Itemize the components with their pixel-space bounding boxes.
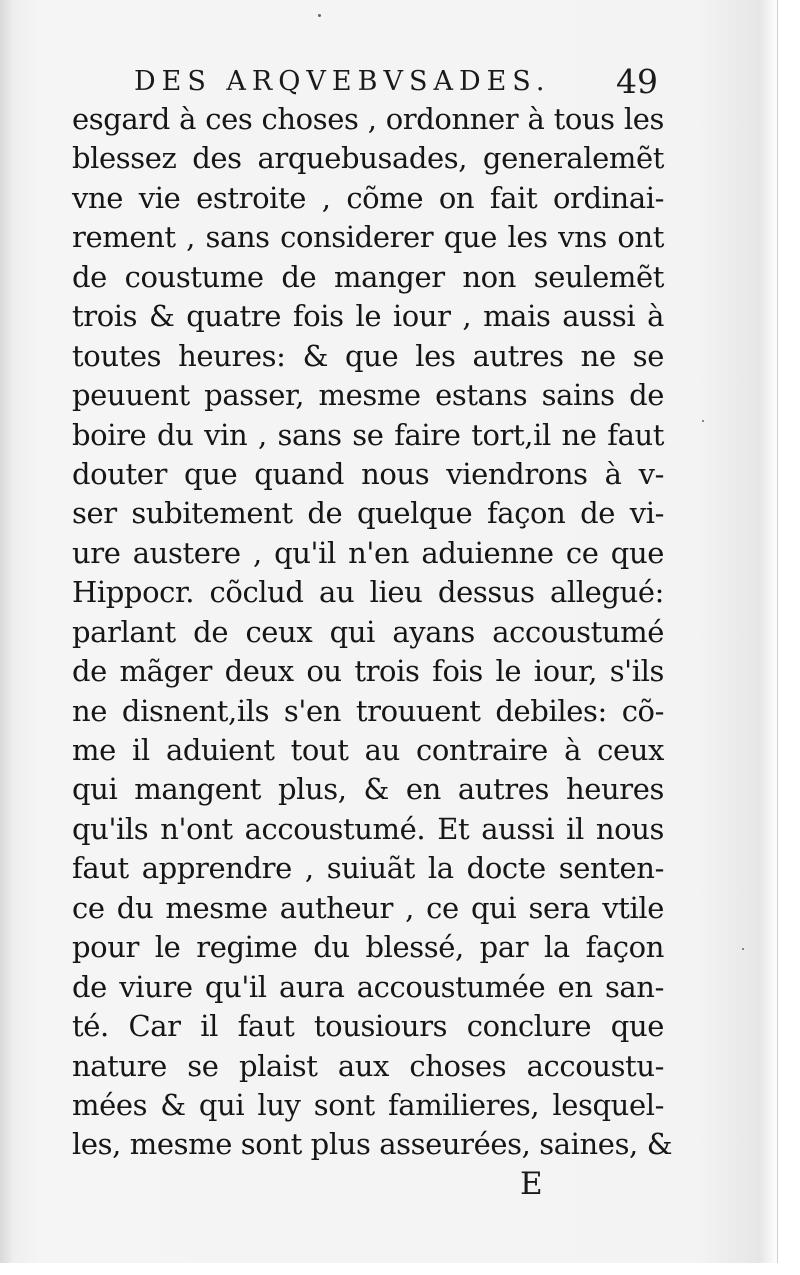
text-line: les, mesme sont plus asseurées, saines, & <box>72 1127 673 1162</box>
text-line: Hippocr. cõclud au lieu dessus allegué: <box>72 575 664 610</box>
text-line: ure austere , qu'il n'en aduienne ce que <box>72 535 664 570</box>
text-line: de mãger deux ou trois fois le iour, s'ils <box>72 654 664 689</box>
text-line: mées & qui luy sont familieres, lesquel- <box>72 1087 664 1122</box>
text-line: vne vie estroite , cõme on fait ordinai- <box>72 180 664 215</box>
text-line: peuuent passer, mesme estans sains de <box>72 378 664 413</box>
text-line: toutes heures: & que les autres ne se <box>72 338 664 373</box>
text-line: faut apprendre , suiuãt la docte senten- <box>72 851 664 886</box>
text-line: blessez des arquebusades, generalemẽt <box>72 141 664 176</box>
page-edge-right <box>777 0 800 1275</box>
page-number: 49 <box>616 62 658 101</box>
text-line: me il aduient tout au contraire à ceux <box>72 733 664 767</box>
body-text <box>72 100 673 1165</box>
text-line: boire du vin , sans se faire tort,il ne faut <box>72 417 664 452</box>
paper-speck <box>742 948 744 950</box>
paper-speck <box>702 420 704 422</box>
text-line: trois & quatre fois le iour , mais aussi à <box>72 299 664 334</box>
running-title: DES ARQVEBVSADES. <box>134 66 551 97</box>
text-line: de coustume de manger non seulemẽt <box>72 259 664 294</box>
text-line: ne disnent,ils s'en trouuent debiles: cõ- <box>72 693 664 728</box>
text-line: esgard à ces choses , ordonner à tous les <box>72 102 664 136</box>
text-line: ce du mesme autheur , ce qui sera vtile <box>72 890 664 925</box>
text-line: douter que quand nous viendrons à v- <box>72 456 664 491</box>
text-line: de viure qu'il aura accoustumée en san- <box>72 969 664 1004</box>
text-line: rement , sans considerer que les vns ont <box>72 220 664 255</box>
text-line: té. Car il faut tousiours conclure que <box>72 1009 664 1044</box>
signature-mark: E <box>520 1166 543 1202</box>
text-line: qui mangent plus, & en autres heures <box>72 772 664 807</box>
paper-speck <box>318 14 321 17</box>
page-edge-bottom <box>0 1263 800 1275</box>
text-line: qu'ils n'ont accoustumé. Et aussi il nous <box>72 811 664 846</box>
text-line: nature se plaist aux choses accoustu- <box>72 1048 664 1083</box>
text-line: pour le regime du blessé, par la façon <box>72 930 664 965</box>
text-line: parlant de ceux qui ayans accoustumé <box>72 614 664 649</box>
text-line: ser subitement de quelque façon de vi- <box>72 496 664 531</box>
